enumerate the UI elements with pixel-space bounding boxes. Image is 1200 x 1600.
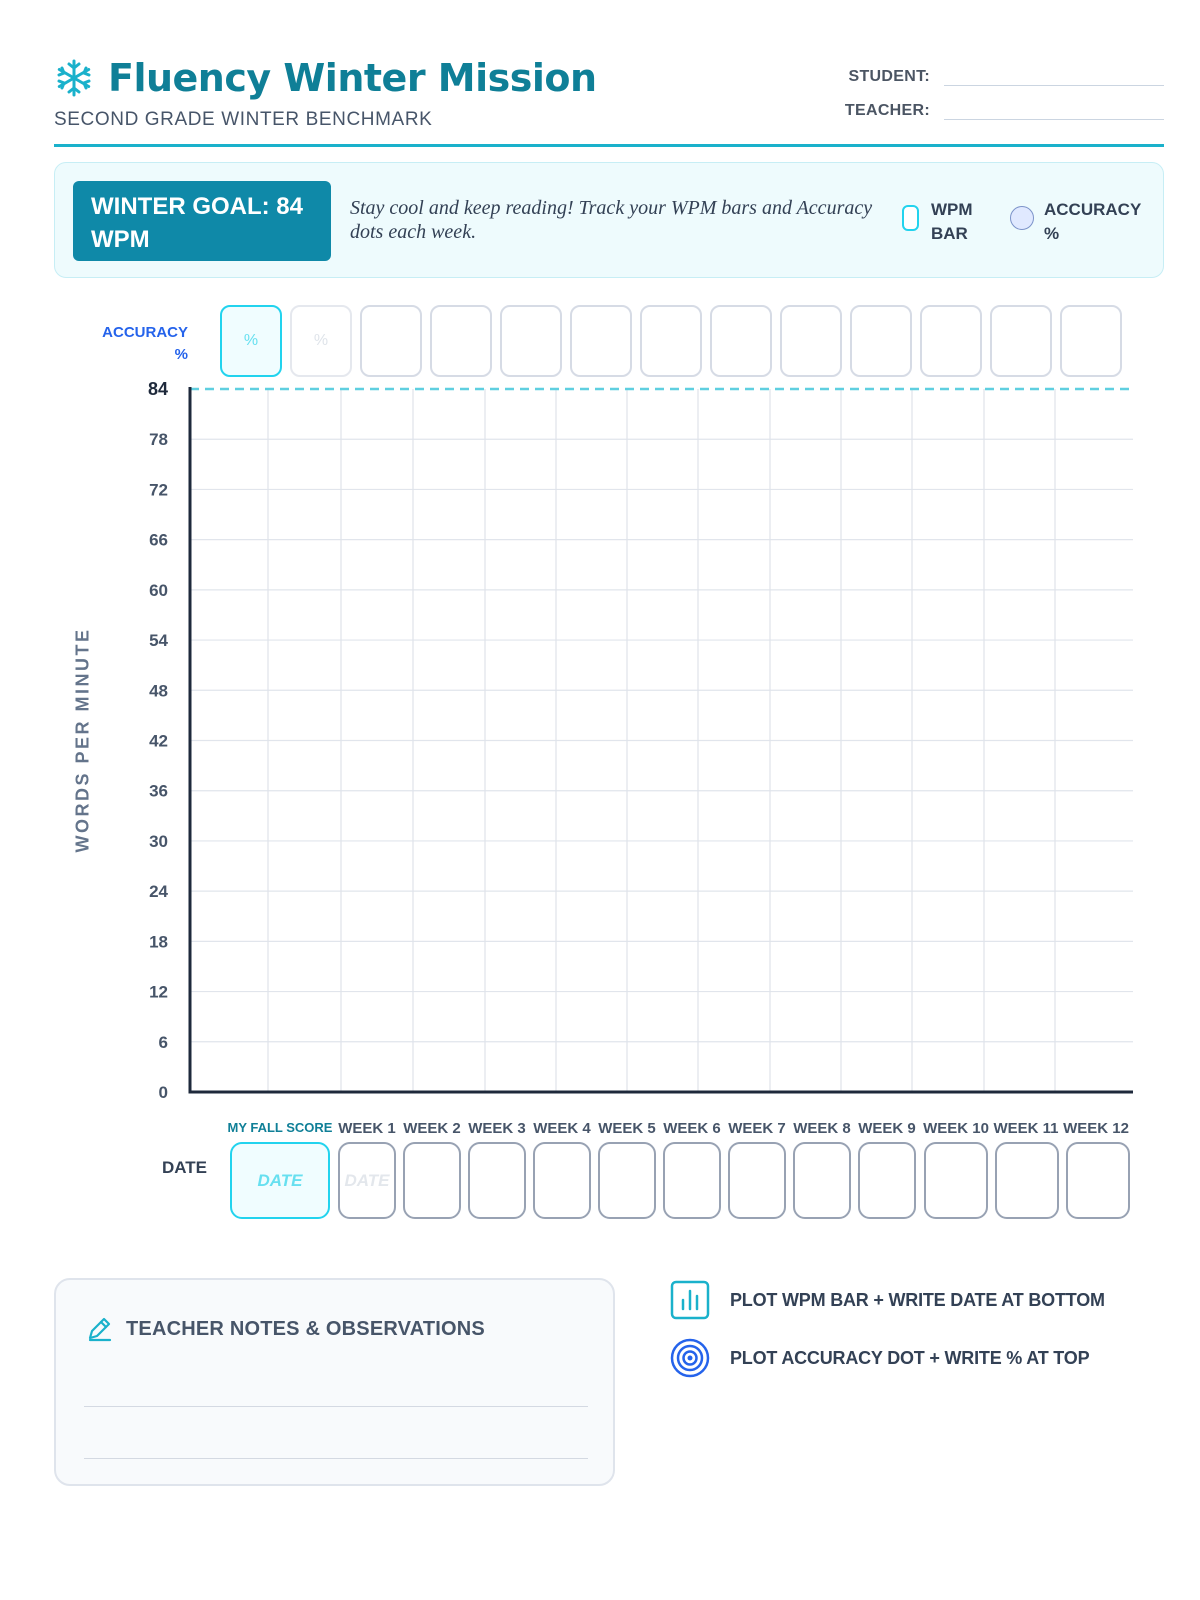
banner-note: Stay cool and keep reading! Track your WPM bars and Accuracy dots each week.	[350, 197, 873, 243]
accuracy-box[interactable]: %	[290, 305, 352, 377]
date-box[interactable]	[1066, 1142, 1130, 1219]
y-tick-label: 54	[149, 631, 168, 651]
date-box[interactable]	[858, 1142, 916, 1219]
week-label: MY FALL SCORE	[227, 1120, 333, 1135]
notes-header	[86, 1316, 485, 1342]
page-title: Fluency Winter Mission	[108, 56, 597, 100]
y-tick-label: 66	[149, 530, 168, 550]
instruction-accuracy	[670, 1338, 1089, 1378]
y-tick-label: 42	[149, 731, 168, 751]
week-label: WEEK 2	[403, 1120, 461, 1137]
week-label: WEEK 5	[598, 1120, 656, 1137]
page-subtitle: SECOND GRADE WINTER BENCHMARK	[54, 109, 433, 130]
instruction-wpm	[670, 1280, 1105, 1320]
date-box[interactable]	[663, 1142, 721, 1219]
week-label: WEEK 10	[923, 1120, 989, 1137]
week-label: WEEK 8	[793, 1120, 851, 1137]
y-tick-label: 60	[149, 580, 168, 600]
date-box[interactable]	[924, 1142, 988, 1219]
date-box[interactable]	[598, 1142, 656, 1219]
teacher-label: TEACHER:	[844, 102, 930, 119]
instruction-wpm-text: PLOT WPM BAR + WRITE DATE AT BOTTOM	[730, 1289, 1105, 1310]
notes-line[interactable]	[84, 1458, 588, 1459]
y-tick-label: 84	[147, 379, 168, 399]
y-tick-label: 18	[149, 932, 168, 952]
y-axis-label: WORDS PER MINUTE	[72, 627, 93, 853]
week-label: WEEK 9	[858, 1120, 916, 1137]
notes-title: TEACHER NOTES & OBSERVATIONS	[126, 1317, 485, 1340]
pencil-icon	[86, 1316, 112, 1342]
week-label: WEEK 7	[728, 1120, 786, 1137]
teacher-notes-panel	[54, 1278, 615, 1486]
y-tick-label: 0	[158, 1083, 168, 1102]
legend-accuracy-label: ACCURACY %	[1044, 200, 1141, 243]
date-box[interactable]	[533, 1142, 591, 1219]
week-label: WEEK 12	[1063, 1120, 1129, 1137]
y-tick-label: 30	[149, 831, 168, 851]
date-box[interactable]	[793, 1142, 851, 1219]
y-tick-label: 24	[149, 882, 168, 902]
winter-goal-badge: WINTER GOAL: 84 WPM	[73, 181, 331, 261]
instruction-accuracy-text: PLOT ACCURACY DOT + WRITE % AT TOP	[730, 1347, 1090, 1368]
y-tick-label: 78	[149, 430, 168, 450]
week-label: WEEK 6	[663, 1120, 721, 1137]
target-icon	[670, 1338, 710, 1378]
date-box[interactable]: DATE	[338, 1142, 396, 1219]
legend-wpm-label: WPM BAR	[931, 200, 973, 243]
y-tick-label: 12	[149, 982, 168, 1002]
week-label: WEEK 11	[993, 1120, 1059, 1137]
student-label: STUDENT:	[848, 68, 930, 85]
date-box[interactable]: DATE	[230, 1142, 330, 1219]
y-tick-label: 72	[149, 480, 168, 500]
week-label: WEEK 4	[533, 1120, 591, 1137]
notes-line[interactable]	[84, 1406, 588, 1407]
date-box[interactable]	[995, 1142, 1059, 1219]
date-box[interactable]	[728, 1142, 786, 1219]
week-label: WEEK 3	[468, 1120, 526, 1137]
week-label: WEEK 1	[338, 1120, 396, 1137]
y-tick-label: 48	[149, 681, 168, 701]
y-tick-label: 36	[149, 781, 168, 801]
date-box[interactable]	[403, 1142, 461, 1219]
date-box[interactable]	[468, 1142, 526, 1219]
accuracy-row-label: ACCURACY %	[102, 324, 188, 363]
bar-chart-icon	[670, 1280, 710, 1320]
date-row-label: DATE	[162, 1158, 208, 1177]
y-tick-label: 6	[158, 1032, 168, 1052]
accuracy-box[interactable]: %	[220, 305, 282, 377]
